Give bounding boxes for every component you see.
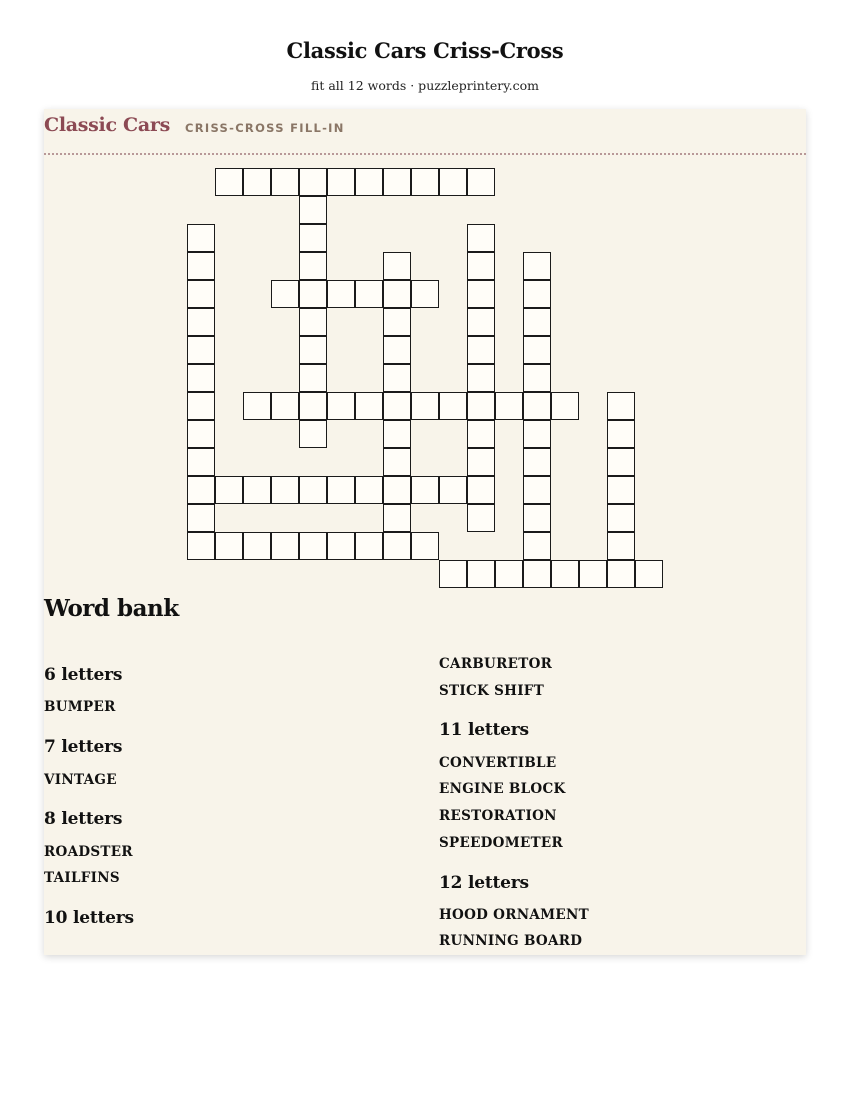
word-group-label: 7 letters (44, 737, 123, 757)
grid-cell[interactable] (271, 168, 299, 196)
grid-cell[interactable] (439, 392, 467, 420)
grid-cell[interactable] (607, 392, 635, 420)
page-title: Classic Cars Criss-Cross (286, 38, 564, 63)
grid-cell[interactable] (383, 504, 411, 532)
grid-cell[interactable] (523, 336, 551, 364)
grid-cell[interactable] (607, 448, 635, 476)
grid-cell[interactable] (327, 392, 355, 420)
grid-cell[interactable] (243, 168, 271, 196)
grid-cell[interactable] (383, 392, 411, 420)
grid-cell[interactable] (523, 504, 551, 532)
word-bank-word: CONVERTIBLE (439, 755, 557, 771)
word-group-label: 12 letters (439, 873, 529, 893)
grid-cell[interactable] (299, 532, 327, 560)
word-bank-heading: Word bank (44, 595, 179, 622)
grid-cell[interactable] (607, 476, 635, 504)
grid-cell[interactable] (467, 448, 495, 476)
grid-cell[interactable] (383, 532, 411, 560)
word-bank-word: RESTORATION (439, 808, 557, 824)
grid-cell[interactable] (299, 224, 327, 252)
grid-cell[interactable] (383, 168, 411, 196)
word-bank-word: ROADSTER (44, 844, 133, 860)
word-bank-word: STICK SHIFT (439, 683, 545, 699)
grid-cell[interactable] (187, 476, 215, 504)
grid-cell[interactable] (383, 476, 411, 504)
grid-cell[interactable] (467, 476, 495, 504)
grid-cell[interactable] (327, 476, 355, 504)
word-group-label: 6 letters (44, 665, 123, 685)
puzzle-theme-title: Classic Cars (44, 114, 170, 136)
grid-cell[interactable] (523, 420, 551, 448)
grid-cell[interactable] (411, 280, 439, 308)
grid-cell[interactable] (467, 280, 495, 308)
grid-cell[interactable] (271, 532, 299, 560)
grid-cell[interactable] (327, 168, 355, 196)
puzzle-card (44, 109, 806, 955)
grid-cell[interactable] (607, 560, 635, 588)
grid-cell[interactable] (299, 364, 327, 392)
grid-cell[interactable] (607, 420, 635, 448)
grid-cell[interactable] (299, 308, 327, 336)
grid-cell[interactable] (383, 252, 411, 280)
grid-cell[interactable] (523, 364, 551, 392)
grid-cell[interactable] (523, 252, 551, 280)
grid-cell[interactable] (187, 392, 215, 420)
grid-cell[interactable] (383, 308, 411, 336)
grid-cell[interactable] (467, 168, 495, 196)
grid-cell[interactable] (523, 532, 551, 560)
grid-cell[interactable] (187, 504, 215, 532)
grid-cell[interactable] (243, 532, 271, 560)
grid-cell[interactable] (467, 392, 495, 420)
grid-cell[interactable] (187, 280, 215, 308)
grid-cell[interactable] (467, 224, 495, 252)
word-bank-word: VINTAGE (44, 772, 117, 788)
grid-cell[interactable] (411, 392, 439, 420)
grid-cell[interactable] (467, 252, 495, 280)
grid-cell[interactable] (523, 308, 551, 336)
grid-cell[interactable] (355, 168, 383, 196)
grid-cell[interactable] (187, 224, 215, 252)
grid-cell[interactable] (411, 476, 439, 504)
grid-cell[interactable] (523, 476, 551, 504)
grid-cell[interactable] (523, 560, 551, 588)
grid-cell[interactable] (411, 168, 439, 196)
grid-cell[interactable] (439, 476, 467, 504)
grid-cell[interactable] (467, 336, 495, 364)
grid-cell[interactable] (495, 560, 523, 588)
grid-cell[interactable] (383, 280, 411, 308)
grid-cell[interactable] (523, 448, 551, 476)
grid-cell[interactable] (495, 392, 523, 420)
grid-cell[interactable] (467, 420, 495, 448)
grid-cell[interactable] (187, 252, 215, 280)
word-bank-word: HOOD ORNAMENT (439, 907, 589, 923)
grid-cell[interactable] (551, 560, 579, 588)
grid-cell[interactable] (299, 392, 327, 420)
grid-cell[interactable] (355, 532, 383, 560)
grid-cell[interactable] (551, 392, 579, 420)
word-bank-word: TAILFINS (44, 870, 120, 886)
grid-cell[interactable] (355, 280, 383, 308)
grid-cell[interactable] (299, 196, 327, 224)
grid-cell[interactable] (215, 168, 243, 196)
word-group-label: 10 letters (44, 908, 134, 928)
grid-cell[interactable] (187, 308, 215, 336)
grid-cell[interactable] (439, 560, 467, 588)
word-group-label: 11 letters (439, 720, 529, 740)
grid-cell[interactable] (299, 168, 327, 196)
grid-cell[interactable] (467, 560, 495, 588)
grid-cell[interactable] (187, 448, 215, 476)
grid-cell[interactable] (411, 532, 439, 560)
grid-cell[interactable] (299, 252, 327, 280)
word-bank-word: SPEEDOMETER (439, 835, 564, 851)
grid-cell[interactable] (383, 420, 411, 448)
grid-cell[interactable] (523, 280, 551, 308)
grid-cell[interactable] (523, 392, 551, 420)
grid-cell[interactable] (187, 420, 215, 448)
grid-cell[interactable] (635, 560, 663, 588)
grid-cell[interactable] (271, 476, 299, 504)
grid-cell[interactable] (187, 532, 215, 560)
word-bank-word: ENGINE BLOCK (439, 781, 566, 797)
grid-cell[interactable] (467, 364, 495, 392)
grid-cell[interactable] (215, 476, 243, 504)
puzzle-type-label: CRISS-CROSS FILL-IN (185, 121, 345, 135)
grid-cell[interactable] (579, 560, 607, 588)
grid-cell[interactable] (607, 532, 635, 560)
page-subtitle: fit all 12 words · puzzleprintery.com (311, 78, 539, 93)
grid-cell[interactable] (187, 336, 215, 364)
grid-cell[interactable] (271, 392, 299, 420)
grid-cell[interactable] (299, 336, 327, 364)
word-group-label: 8 letters (44, 809, 123, 829)
word-bank-word: RUNNING BOARD (439, 933, 583, 949)
grid-cell[interactable] (467, 504, 495, 532)
grid-cell[interactable] (355, 392, 383, 420)
grid-cell[interactable] (215, 532, 243, 560)
grid-cell[interactable] (439, 168, 467, 196)
grid-cell[interactable] (327, 280, 355, 308)
grid-cell[interactable] (243, 392, 271, 420)
grid-cell[interactable] (299, 280, 327, 308)
grid-cell[interactable] (299, 476, 327, 504)
grid-cell[interactable] (383, 336, 411, 364)
grid-cell[interactable] (383, 448, 411, 476)
grid-cell[interactable] (327, 532, 355, 560)
grid-cell[interactable] (299, 420, 327, 448)
grid-cell[interactable] (383, 364, 411, 392)
grid-cell[interactable] (187, 364, 215, 392)
grid-cell[interactable] (243, 476, 271, 504)
grid-cell[interactable] (467, 308, 495, 336)
grid-cell[interactable] (607, 504, 635, 532)
word-bank-word: CARBURETOR (439, 656, 553, 672)
word-bank-word: BUMPER (44, 699, 116, 715)
grid-cell[interactable] (271, 280, 299, 308)
grid-cell[interactable] (355, 476, 383, 504)
crossword-grid (44, 109, 806, 629)
